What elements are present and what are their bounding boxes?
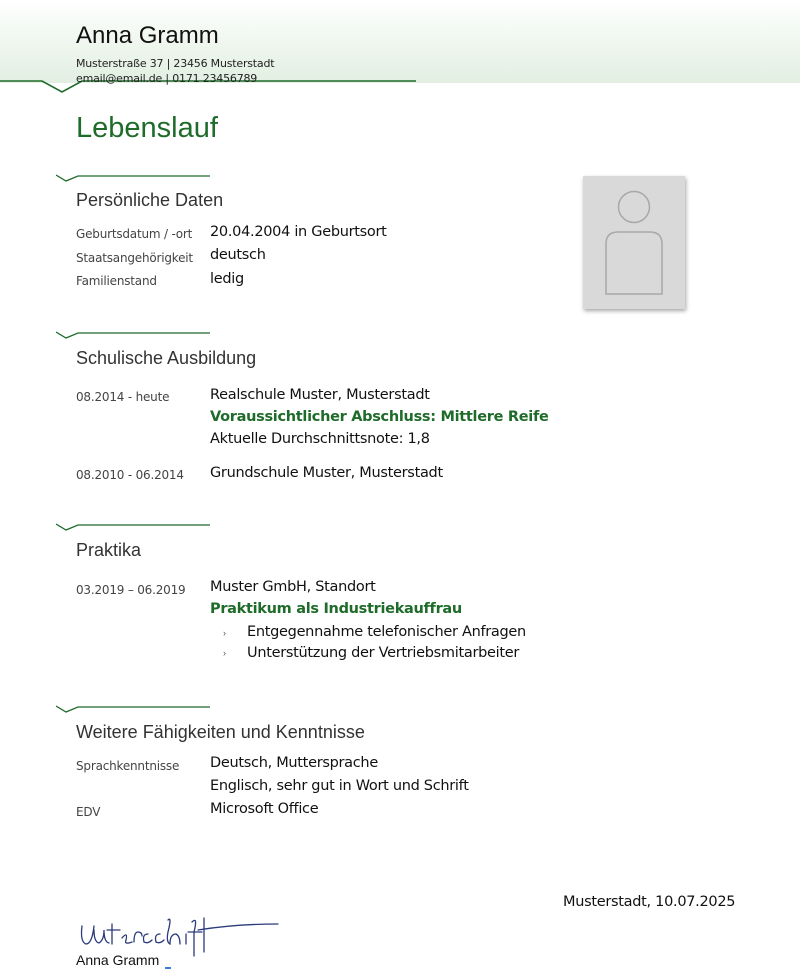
- contact-line: email@email.de | 0171 23456789: [76, 72, 258, 85]
- school-degree: Voraussichtlicher Abschluss: Mittlere Reife: [210, 409, 549, 425]
- bullet-icon: ›: [223, 628, 226, 638]
- label-it: EDV: [76, 805, 101, 819]
- section-title-school: Schulische Ausbildung: [76, 348, 257, 368]
- bullet-icon: ›: [223, 648, 226, 658]
- address-line: Musterstraße 37 | 23456 Musterstadt: [76, 57, 275, 70]
- internship-period: 03.2019 – 06.2019: [76, 583, 186, 597]
- language-item: Englisch, sehr gut in Wort und Schrift: [210, 778, 469, 794]
- place-date: Musterstadt, 10.07.2025: [563, 894, 736, 910]
- text-cursor: [165, 967, 171, 969]
- value-nationality: deutsch: [210, 247, 266, 263]
- it-item: Microsoft Office: [210, 801, 319, 817]
- school-period: 08.2014 - heute: [76, 390, 170, 404]
- label-languages: Sprachkenntnisse: [76, 759, 180, 773]
- internship-task: Entgegennahme telefonischer Anfragen: [247, 624, 526, 640]
- internship-task: Unterstützung der Vertriebsmitarbeiter: [247, 645, 520, 661]
- page-title: Lebenslauf: [76, 112, 218, 144]
- value-birth: 20.04.2004 in Geburtsort: [210, 224, 387, 240]
- internship-role: Praktikum als Industriekauffrau: [210, 601, 462, 617]
- language-item: Deutsch, Muttersprache: [210, 755, 378, 771]
- section-divider: [56, 171, 216, 185]
- applicant-name: Anna Gramm: [76, 22, 219, 49]
- label-birth: Geburtsdatum / -ort: [76, 227, 193, 241]
- internship-company: Muster GmbH, Standort: [210, 579, 376, 595]
- signer-name: Anna Gramm: [76, 952, 160, 968]
- section-title-internships: Praktika: [76, 540, 142, 560]
- section-divider: [56, 520, 216, 534]
- school-period: 08.2010 - 06.2014: [76, 468, 184, 482]
- person-placeholder-icon: [583, 176, 685, 309]
- section-title-skills: Weitere Fähigkeiten und Kenntnisse: [76, 722, 365, 742]
- school-grade: Aktuelle Durchschnittsnote: 1,8: [210, 431, 430, 447]
- label-nationality: Staatsangehörigkeit: [76, 251, 193, 265]
- section-divider: [56, 328, 216, 342]
- section-divider: [56, 702, 216, 716]
- school-name: Realschule Muster, Musterstadt: [210, 387, 430, 403]
- photo-placeholder: [583, 176, 685, 309]
- value-marital-status: ledig: [210, 271, 244, 287]
- school-name: Grundschule Muster, Musterstadt: [210, 465, 443, 481]
- section-title-personal: Persönliche Daten: [76, 190, 224, 210]
- label-marital-status: Familienstand: [76, 274, 157, 288]
